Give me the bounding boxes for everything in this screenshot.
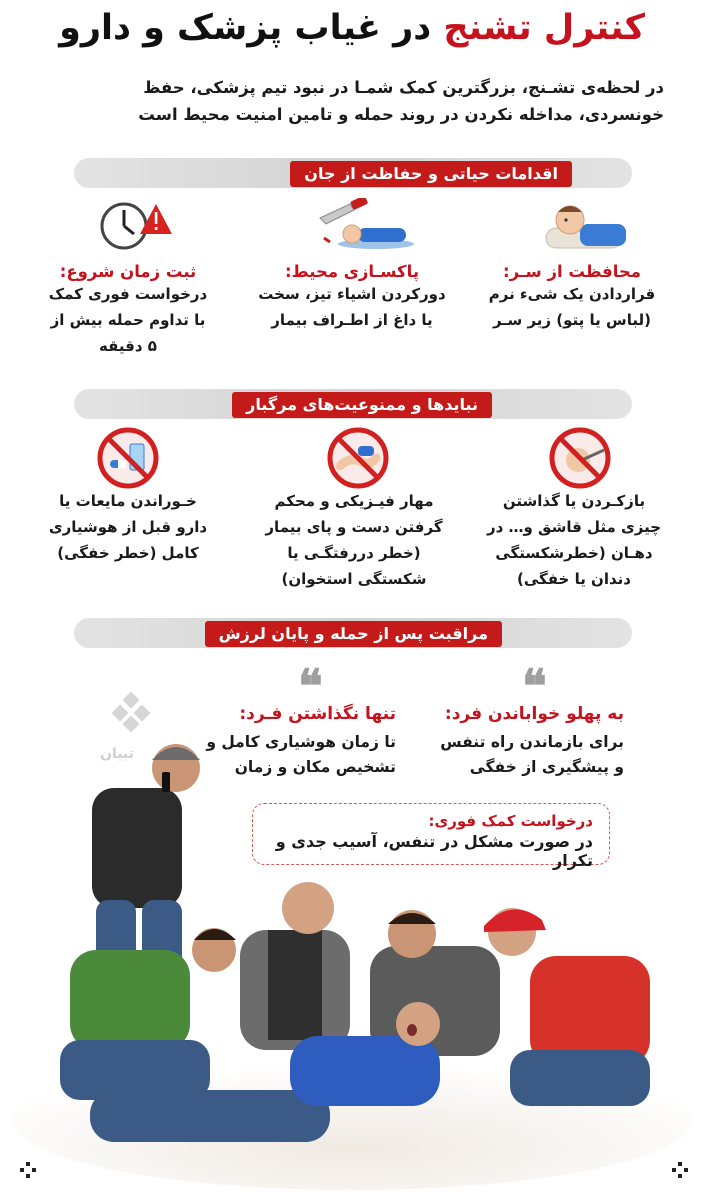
title-black-part: در غیاب پزشک و دارو xyxy=(59,8,432,48)
warning-line: چیزی مثل قاشق و… در xyxy=(486,518,662,536)
section-title-aftercare: مراقبت پس از حمله و پایان لرزش xyxy=(205,621,502,647)
care-line: تا زمان هوشیاری کامل و xyxy=(206,733,396,751)
warning-line: خـوراندن مایعات یا xyxy=(59,492,197,510)
title-red-part: کنترل تشنج xyxy=(443,8,645,48)
tebyan-logo-text: تبیان xyxy=(100,746,134,762)
tip-line: دورکردن اشیاء تیز، سخت xyxy=(258,285,446,303)
tip-heading: پاکسـازی محیط: xyxy=(284,262,420,281)
no-restrain-icon xyxy=(326,426,390,490)
quote-mark-icon: ❝ xyxy=(522,659,547,713)
tip-line: یا داغ از اطـراف بیمار xyxy=(271,311,433,329)
section-title-prohibitions: نبایدها و ممنوعیت‌های مرگبار xyxy=(232,392,492,418)
tip-line: با تداوم حمله بیش از xyxy=(50,311,206,329)
page-title xyxy=(0,8,704,48)
tip-line: ۵ دقیقه xyxy=(99,337,157,355)
clock-alert-icon xyxy=(98,196,174,256)
tip-record-time xyxy=(30,262,226,359)
section-band-aftercare xyxy=(74,618,632,648)
section-band-prohibitions xyxy=(74,389,632,419)
pillow-head-icon xyxy=(540,198,630,254)
care-line: و پیشگیری از خفگی xyxy=(469,758,624,776)
urgent-help-heading: درخواست کمک فوری: xyxy=(428,812,593,830)
care-line: تشخیص مکان و زمان xyxy=(234,758,396,776)
care-stay-with-body xyxy=(196,730,396,780)
section-title-life-saving: اقدامات حیاتی و حفاظت از جان xyxy=(290,161,572,187)
warning-line: مهار فیـزیکی و محکم xyxy=(274,492,434,510)
warning-line: گرفتن دست و پای بیمار xyxy=(265,518,443,536)
warning-line: دندان یا خفگی) xyxy=(516,570,631,588)
tip-line: قراردادن یک شیء نرم xyxy=(488,285,656,303)
warning-line: بازکـردن یا گذاشتن xyxy=(502,492,646,510)
no-spoon-mouth-icon xyxy=(548,426,612,490)
quote-mark-icon: ❝ xyxy=(298,659,323,713)
tip-heading: ثبت زمان شروع: xyxy=(59,262,197,281)
warning-no-restrain xyxy=(256,488,452,592)
care-line: برای بازماندن راه تنفس xyxy=(440,733,624,751)
helper-green-shirt-figure xyxy=(60,928,236,1100)
warning-line: دهـان (خطرشکستگی xyxy=(495,544,653,562)
no-drink-pill-icon xyxy=(96,426,160,490)
warning-line: دارو قبل از هوشیاری xyxy=(48,518,208,536)
first-aid-scene-illustration xyxy=(0,720,704,1200)
warning-no-spoon xyxy=(476,488,672,592)
knife-clear-area-icon xyxy=(316,198,416,254)
tebyan-logo-icon xyxy=(108,690,154,736)
warning-no-drink xyxy=(30,488,226,566)
urgent-help-body: در صورت مشکل در تنفس، آسیب جدی و تکرار xyxy=(275,832,593,870)
intro-line-2: خونسردی، مداخله نکردن در روند حمله و تامین امنیت محیط است xyxy=(138,105,664,124)
tip-clear-area xyxy=(254,262,450,333)
warning-line: شکستگی استخوان) xyxy=(281,570,427,588)
tip-line: درخواست فوری کمک xyxy=(48,285,208,303)
care-side-position-heading: به پهلو خواباندن فرد: xyxy=(444,704,624,724)
tip-protect-head xyxy=(474,262,670,333)
tip-heading: محافظت از سـر: xyxy=(502,262,642,281)
helper-bald-figure xyxy=(240,882,350,1050)
urgent-help-box xyxy=(252,803,610,870)
warning-line: (خطر دررفتگـی یا xyxy=(287,544,421,562)
warning-line: کامل (خطر خفگی) xyxy=(57,544,199,562)
tip-line: (لباس یا پتو) زیر سـر xyxy=(493,311,651,329)
care-side-position-body xyxy=(424,730,624,780)
section-band-life-saving xyxy=(74,158,632,188)
care-stay-with-heading: تنها نگذاشتن فـرد: xyxy=(239,704,396,724)
intro-paragraph xyxy=(40,74,664,128)
intro-line-1: در لحظه‌ی تشـنج، بزرگترین کمک شمـا در نبود تیم پزشکی، حفظ xyxy=(143,78,664,97)
